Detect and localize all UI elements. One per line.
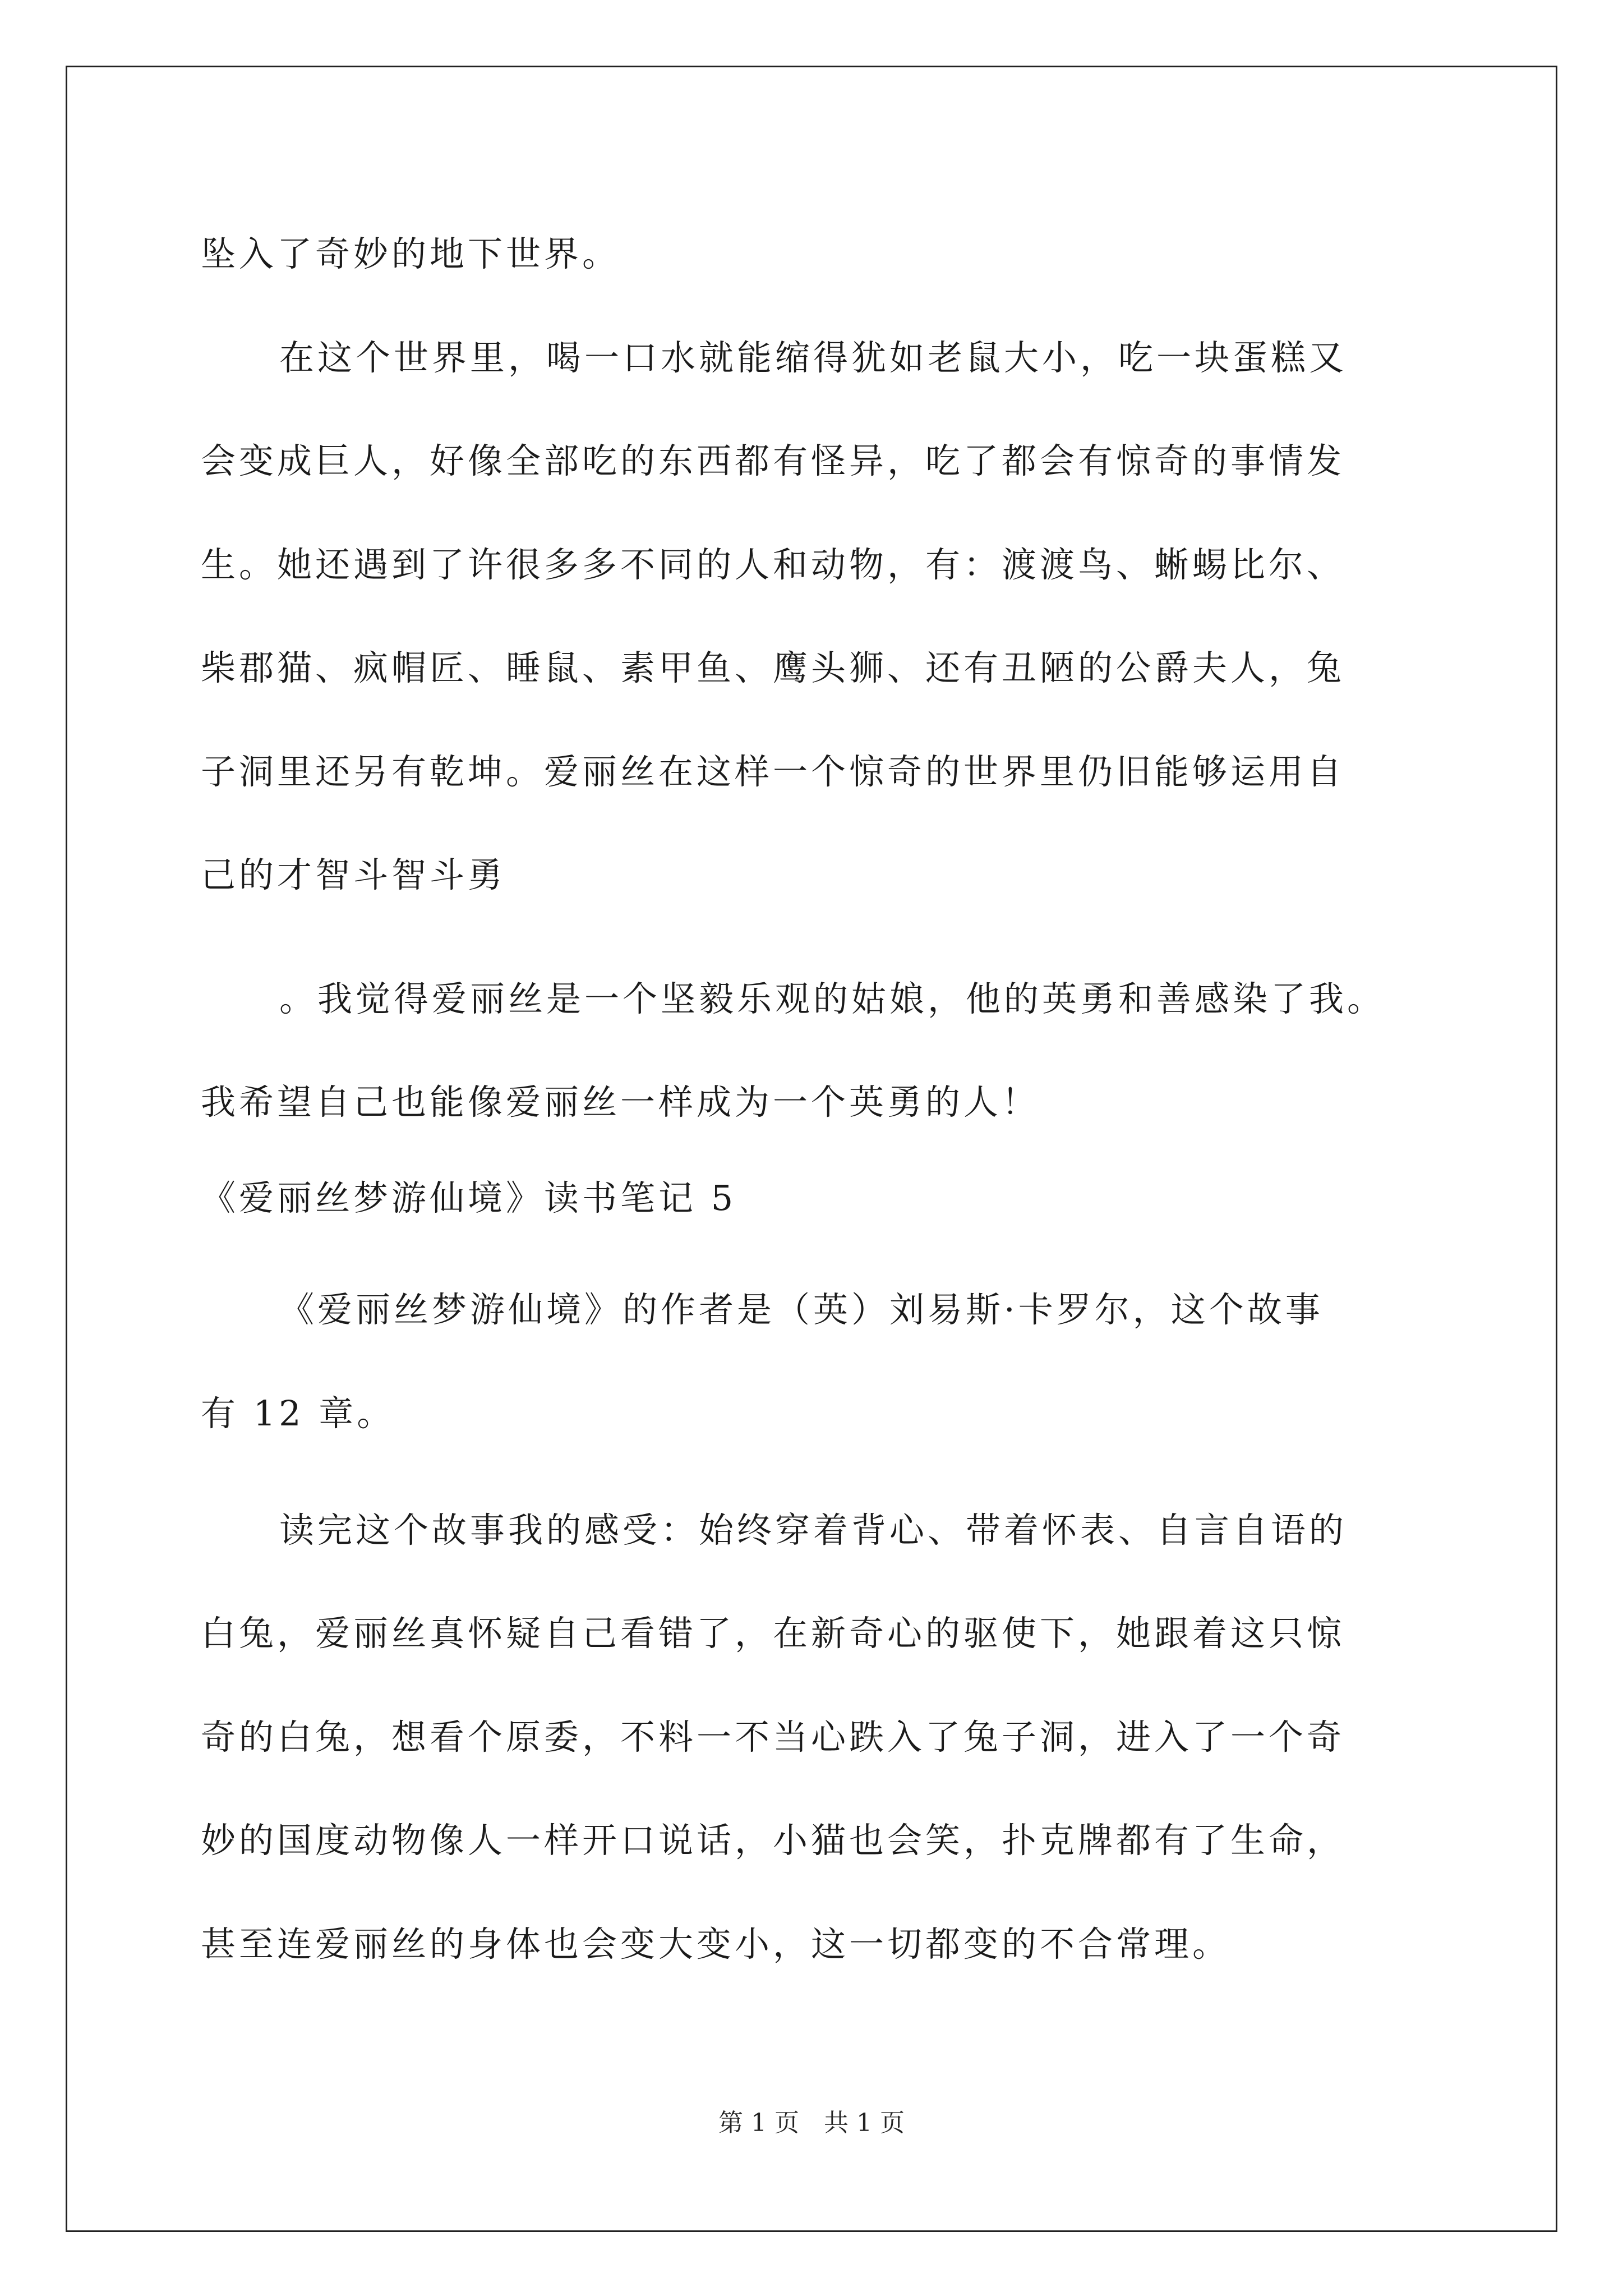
text-line: 甚至连爱丽丝的身体也会变大变小，这一切都变的不合常理。 bbox=[201, 1924, 1231, 1964]
text-line: 子洞里还另有乾坤。爱丽丝在这样一个惊奇的世界里仍旧能够运用自 bbox=[201, 751, 1345, 792]
text-line: 坠入了奇妙的地下世界。 bbox=[201, 233, 621, 274]
text-line: 在这个世界里，喝一口水就能缩得犹如老鼠大小，吃一块蛋糕又 bbox=[279, 337, 1348, 378]
text-line: 妙的国度动物像人一样开口说话，小猫也会笑，扑克牌都有了生命， bbox=[201, 1820, 1345, 1861]
text-line: 己的才智斗智斗勇 bbox=[201, 854, 506, 895]
text-line: 白兔，爱丽丝真怀疑自己看错了，在新奇心的驱使下，她跟着这只惊 bbox=[201, 1613, 1345, 1654]
text-line: 。我觉得爱丽丝是一个坚毅乐观的姑娘，他的英勇和善感染了我。 bbox=[279, 978, 1386, 1019]
page-border bbox=[66, 66, 1557, 2232]
text-line: 有 12 章。 bbox=[201, 1393, 395, 1434]
page-number-footer: 第 1 页 共 1 页 bbox=[718, 2109, 905, 2137]
text-line: 奇的白兔，想看个原委，不料一不当心跌入了兔子洞，进入了一个奇 bbox=[201, 1717, 1345, 1757]
text-line: 柴郡猫、疯帽匠、睡鼠、素甲鱼、鹰头狮、还有丑陋的公爵夫人，兔 bbox=[201, 647, 1345, 688]
text-line: 《爱丽丝梦游仙境》的作者是（英）刘易斯·卡罗尔，这个故事 bbox=[279, 1289, 1324, 1330]
text-line: 读完这个故事我的感受：始终穿着背心、带着怀表、自言自语的 bbox=[279, 1510, 1348, 1550]
text-line: 我希望自己也能像爱丽丝一样成为一个英勇的人！ bbox=[201, 1082, 1040, 1122]
text-line: 会变成巨人，好像全部吃的东西都有怪异，吃了都会有惊奇的事情发 bbox=[201, 440, 1345, 481]
section-heading: 《爱丽丝梦游仙境》读书笔记 5 bbox=[201, 1177, 737, 1218]
text-line: 生。她还遇到了许很多多不同的人和动物，有：渡渡鸟、蜥蜴比尔、 bbox=[201, 544, 1345, 585]
